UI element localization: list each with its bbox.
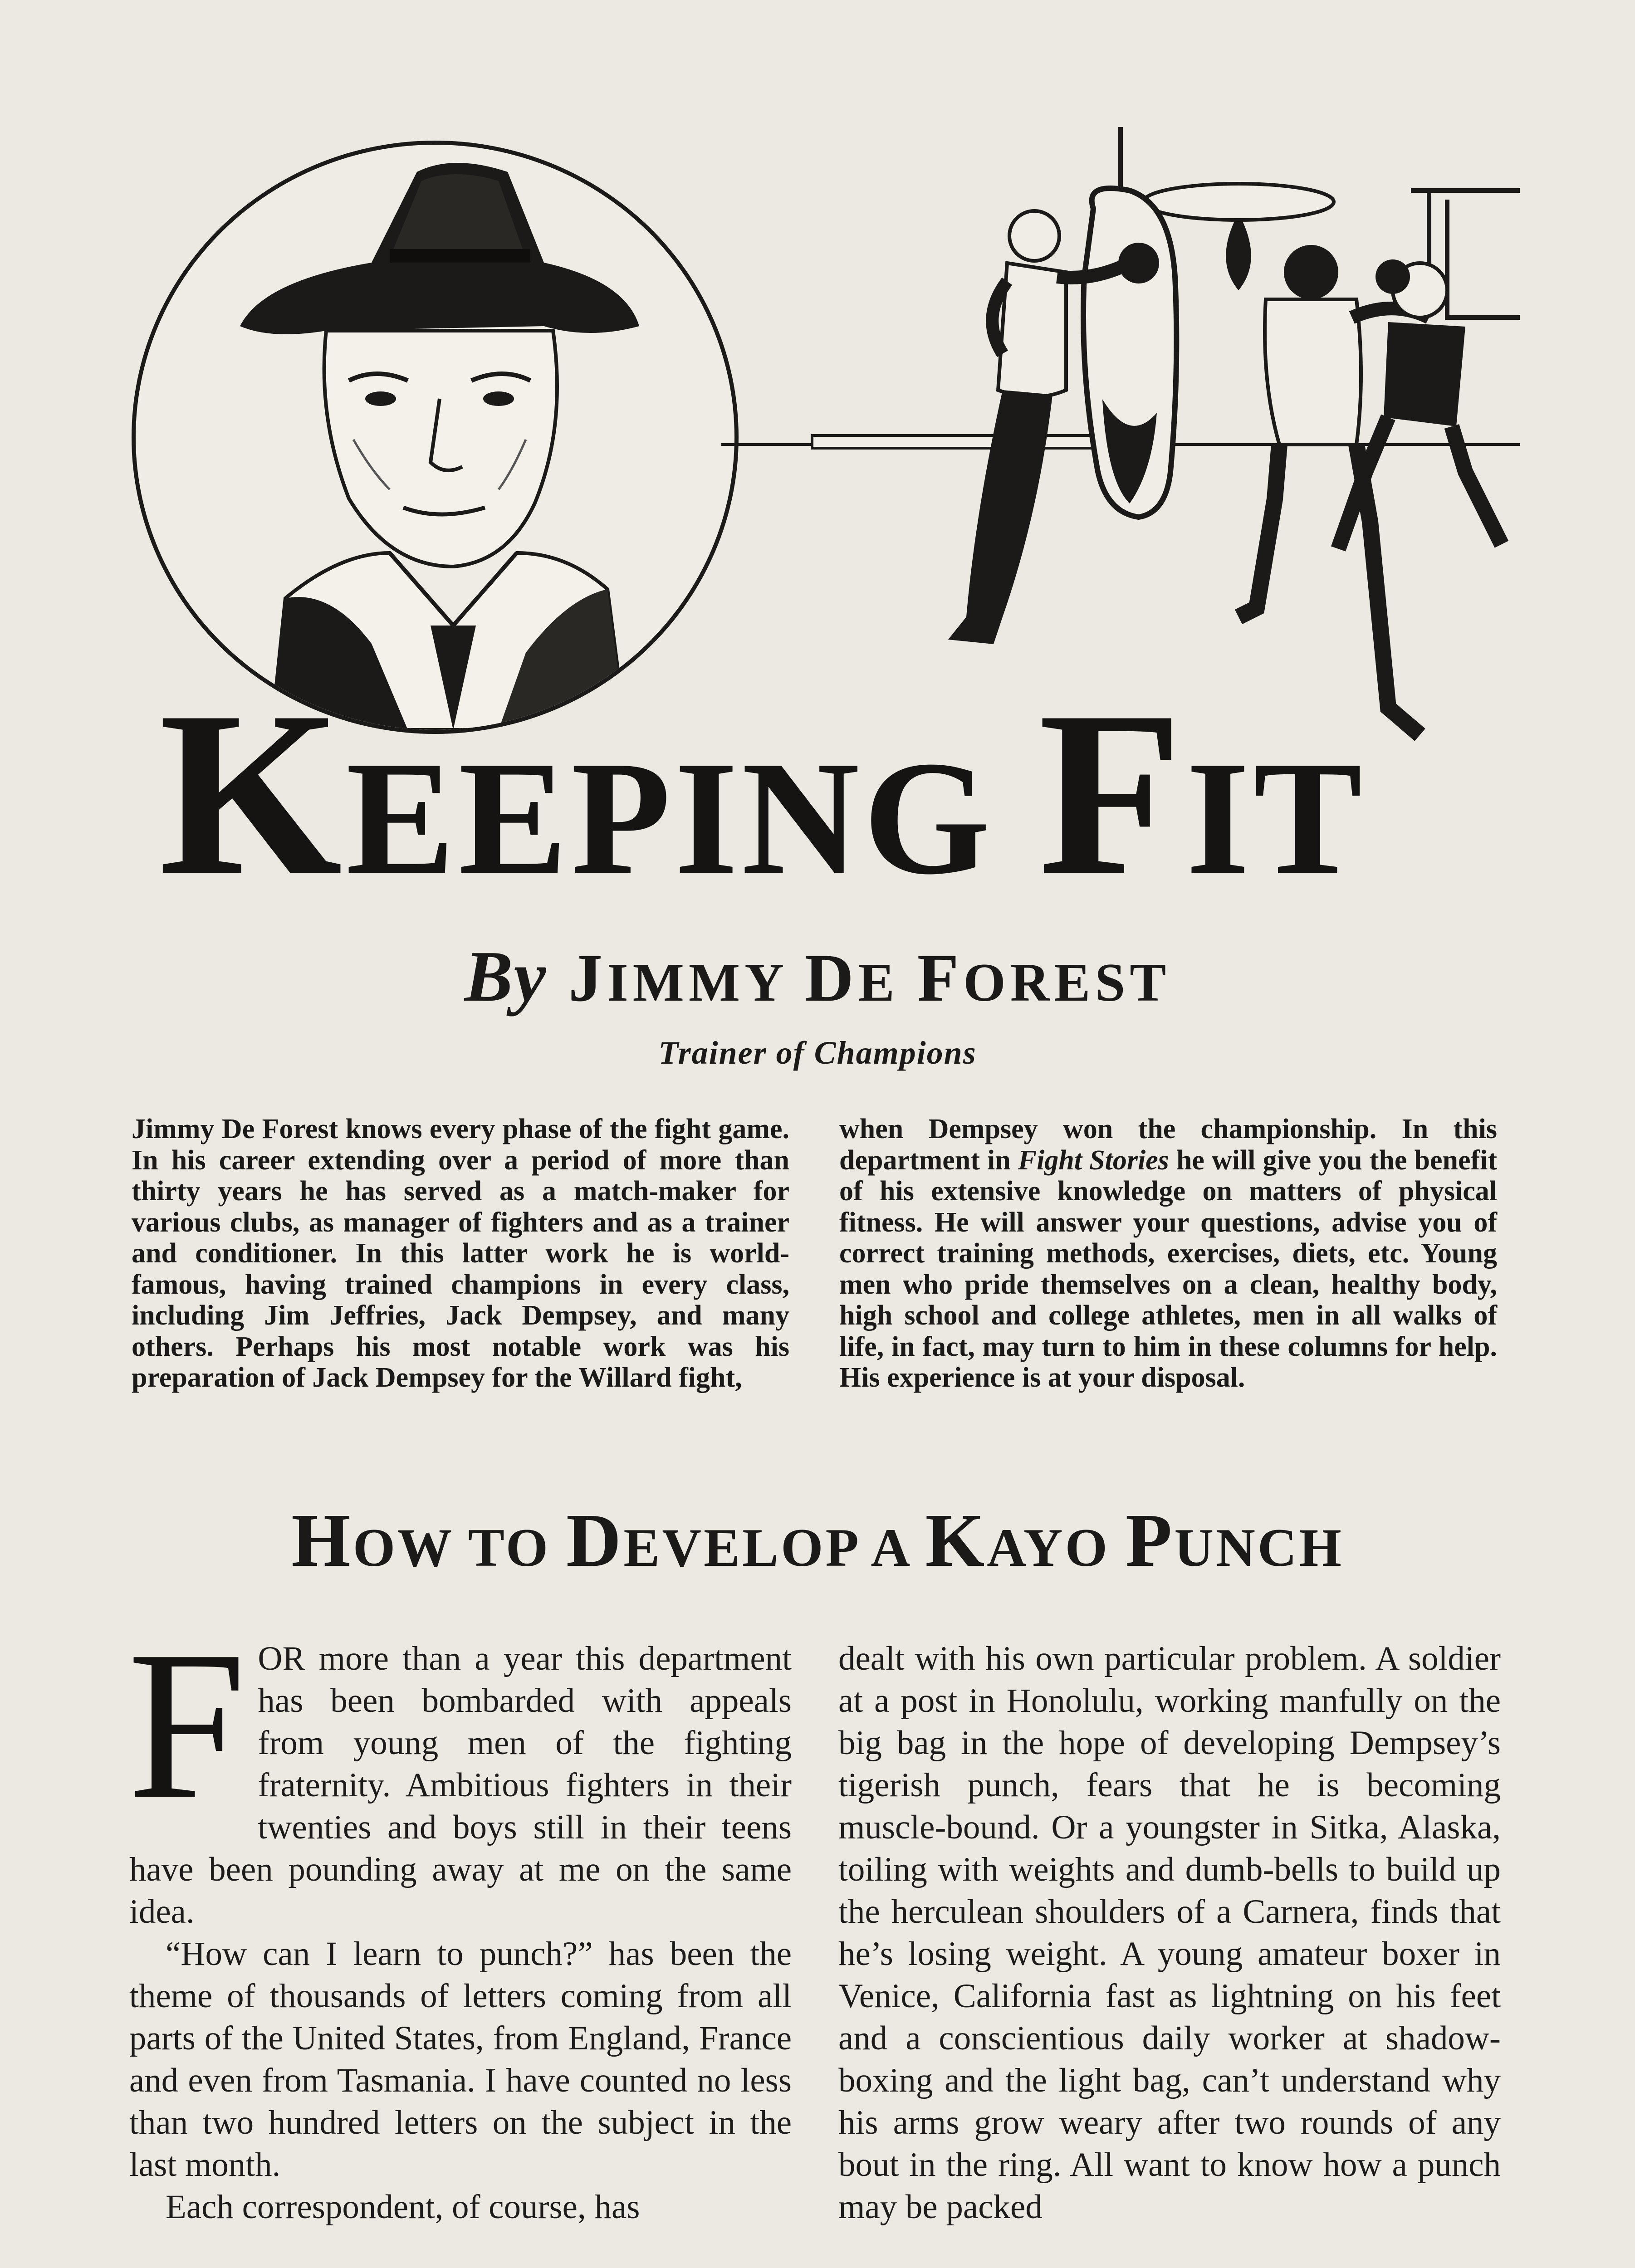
heading-cap-4: P	[1125, 1498, 1175, 1583]
heading-cap-2: D	[566, 1498, 624, 1583]
title-rest: EEPING	[346, 727, 1038, 908]
title-second-rest: IT	[1186, 727, 1366, 908]
author-subtitle: Trainer of Champions	[658, 1035, 977, 1071]
body-paragraph	[127, 1607, 792, 1933]
drop-cap: F	[127, 1607, 246, 1843]
intro-right-before: when Dempsey won the championship. In this department in	[839, 1114, 1497, 1176]
body-paragraph: Each correspondent, of course, has	[166, 2188, 640, 2226]
heading-part-1: OW TO	[352, 1517, 567, 1578]
body-right-column	[838, 1637, 1501, 2228]
heading-part-4: UNCH	[1174, 1517, 1344, 1578]
byline-n3-rest: OREST	[963, 952, 1171, 1012]
byline-n1-rest: IMMY	[607, 952, 805, 1012]
byline-n3: F	[917, 940, 964, 1016]
body-p1: OR more than a year this department has been bombarded with appeals from young men of the fighting fraternity. Ambitious fighters in their twenties and boys still in their teens have been pounding away at me on the same idea.	[129, 1640, 792, 1931]
intro-left-column: Jimmy De Forest knows every phase of the fight game. In his career extending over a period of more than thirty years he has served as a match-maker for various clubs, as manager of fighters and as a trainer and conditioner. In this latter work he is world-famous, having trained champions in every class, including Jim Jeffries, Jack Dempsey, and many others. Perhaps his most notable work was his preparation of Jack Dempsey for the Willard fight,	[132, 1114, 789, 1393]
byline-n2: D	[804, 940, 858, 1016]
trainer-portrait	[136, 145, 734, 730]
heading-cap-1: H	[291, 1498, 353, 1583]
body-left-column	[127, 1607, 792, 2228]
article-title	[159, 663, 1366, 924]
byline	[0, 934, 1635, 1018]
body-paragraph: “How can I learn to punch?” has been the theme of thousands of letters coming from all parts of the United States, from England, France and even from Tasmania. I have counted no less than two hundred letters on the subject in the last month.	[129, 1935, 792, 2184]
byline-n1: J	[568, 940, 607, 1016]
section-heading	[0, 1497, 1635, 1584]
heading-cap-3: K	[925, 1498, 987, 1583]
title-initial: K	[159, 663, 346, 924]
intro-magazine-title: Fight Stories	[1018, 1144, 1169, 1176]
byline-n2-rest: E	[858, 952, 917, 1012]
intro-right-after: he will give you the benefit of his extensive knowledge on matters of physical fitness. He will answer your questions, advise you of correct training methods, exercises, diets, etc. Young men who pride themselves on a clean, healthy body, high school and college athletes, men in all walks of life, in fact, may turn to him in these columns for help. His experience is at your disposal.	[839, 1144, 1498, 1393]
byline-name	[568, 940, 1170, 1016]
byline-by: By	[464, 936, 547, 1017]
portrait-medallion	[132, 141, 739, 734]
title-second-initial: F	[1038, 663, 1186, 924]
heading-part-2: EVELOP A	[623, 1517, 925, 1578]
body-paragraph: dealt with his own particular problem. A soldier at a post in Honolulu, working manfully on the big bag in the hope of developing Dempsey’s tigerish punch, fears that he is becoming muscle-bound. Or a youngster in Sitka, Alaska, toiling with weights and dumb-bells to build up the herculean shoulders of a Carnera, finds that he’s losing weight. A young amateur boxer in Venice, California fast as lightning on his feet and a conscientious daily worker at shadow-boxing and the light bag, can’t understand why his arms grow weary after two rounds of any bout in the ring. All want to know how a punch may be packed	[838, 1640, 1501, 2226]
heading-part-3: AYO	[987, 1517, 1126, 1578]
intro-right-column	[839, 1114, 1497, 1393]
